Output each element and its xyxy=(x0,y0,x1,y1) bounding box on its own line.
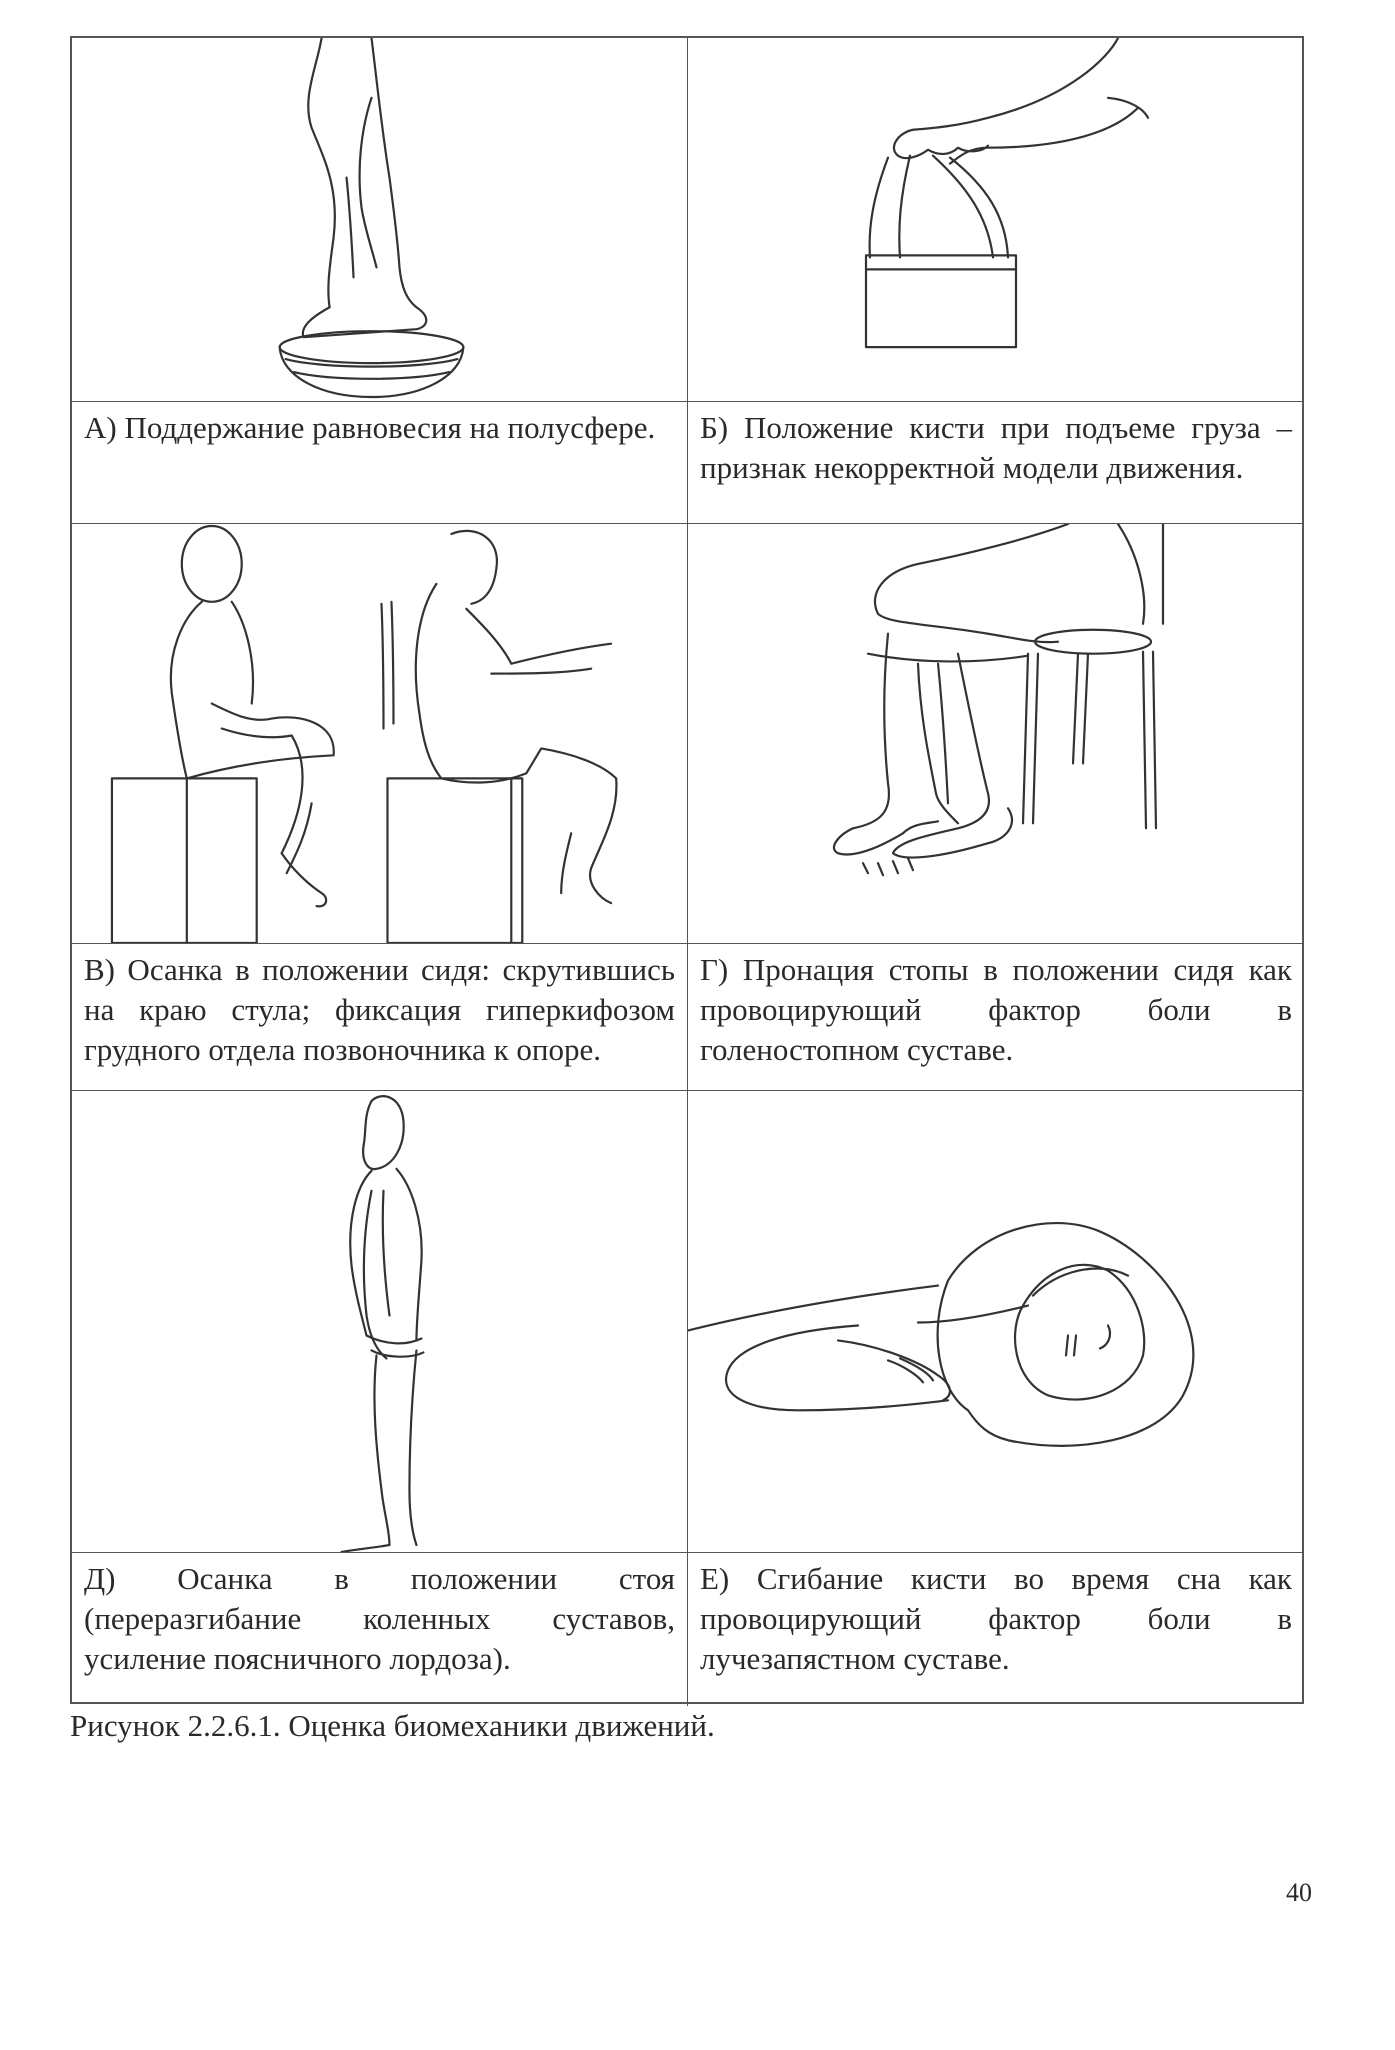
caption-text: А) Поддержание равновесия на полусфере. xyxy=(84,410,656,445)
figure-table xyxy=(70,36,1304,1704)
sitting-posture-figures-icon xyxy=(72,524,687,943)
panel-b-image xyxy=(688,38,1304,402)
caption-text: Е) Сгибание кисти во время сна как провоцирующий фактор боли в лучезапястном суставе. xyxy=(700,1561,1292,1676)
panel-a-caption xyxy=(72,402,688,524)
panel-v-image xyxy=(72,524,688,944)
panel-g-caption xyxy=(688,944,1304,1091)
caption-text: Б) Положение кисти при подъеме груза – признак некорректной модели движения. xyxy=(700,410,1292,485)
standing-posture-figure-icon xyxy=(72,1091,687,1552)
figure-caption: Рисунок 2.2.6.1. Оценка биомеханики движений. xyxy=(70,1708,715,1743)
panel-a-image xyxy=(72,38,688,402)
caption-text: Д) Осанка в положении стоя (переразгибание коленных суставов, усиление поясничного лордоза). xyxy=(84,1561,675,1676)
page-number: 40 xyxy=(1286,1878,1312,1907)
caption-text: Г) Пронация стопы в положении сидя как провоцирующий фактор боли в голеностопном суставе. xyxy=(700,952,1292,1067)
panel-v-caption xyxy=(72,944,688,1091)
caption-text: В) Осанка в положении сидя: скрутившись на краю стула; фиксация гиперкифозом грудного отдела позвоночника к опоре. xyxy=(84,952,675,1067)
panel-b-caption xyxy=(688,402,1304,524)
balance-on-hemisphere-icon xyxy=(72,38,687,401)
hand-lifting-bag-icon xyxy=(688,38,1304,401)
panel-e-caption xyxy=(688,1553,1304,1706)
panel-d-caption xyxy=(72,1553,688,1706)
panel-g-image xyxy=(688,524,1304,944)
panel-d-image xyxy=(72,1091,688,1553)
panel-e-image xyxy=(688,1091,1304,1553)
sleeping-wrist-flexion-icon xyxy=(688,1091,1304,1552)
foot-pronation-sitting-icon xyxy=(688,524,1304,943)
